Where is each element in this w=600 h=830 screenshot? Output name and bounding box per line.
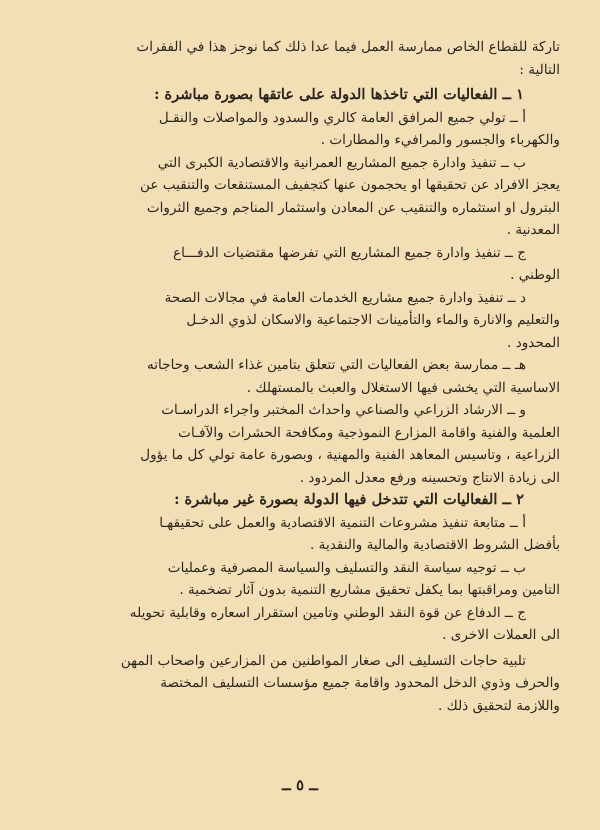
text-line: ب ــ تنفيذ وادارة جميع المشاريع العمرانية والاقتصادية الكبرى التي	[157, 154, 526, 171]
text-line: الاساسية التي يخشى فيها الاستغلال والعبث بالمستهلك .	[246, 379, 560, 396]
text-line: والكهرباء والجسور والمرافيء والمطارات .	[320, 132, 560, 148]
text-line: الى العملات الاخرى .	[442, 627, 560, 643]
section1-item-d	[40, 287, 560, 355]
text-line: أ ــ متابعة تنفيذ مشروعات التنمية الاقتصادية والعمل على تحقيقهـا	[159, 514, 526, 531]
section1-item-e	[40, 354, 560, 399]
text-line: د ــ تنفيذ وادارة جميع مشاريع الخدمات العامة في مجالات الصحة	[164, 289, 526, 306]
text-line: المحدود .	[507, 334, 560, 351]
text-line: الزراعية ، وتاسيس المعاهد الفنية والمهنية ، وبصورة عامة تولي كل ما يؤول	[140, 447, 560, 463]
text-line: الوطني .	[510, 267, 560, 283]
text-line: العلمية والفنية واقامة المزارع النموذجية ومكافحة الحشرات والآفـات	[178, 424, 560, 441]
text-line: الى زيادة الانتاج وتحسينه ورفع معدل المردود .	[299, 469, 560, 486]
text-line: ج ــ الدفاع عن قوة النقد الوطني وتامين استقرار اسعاره وقابلية تحويله	[129, 604, 526, 621]
document-body	[40, 36, 560, 717]
section1-item-f	[40, 399, 560, 489]
text-line: والحرف وذوي الدخل المحدود واقامة جميع مؤسسات التسليف المختصة	[160, 675, 560, 691]
section2-item-a	[40, 512, 560, 557]
text-line: تاركة للقطاع الخاص ممارسة العمل فيما عدا ذلك كما نوجز هذا في الفقرات	[136, 39, 560, 55]
text-line: ج ــ تنفيذ وادارة جميع المشاريع التي تفرضها مقتضيات الدفـــاع	[172, 244, 526, 261]
text-line: والتعليم والانارة والماء والتأمينات الاجتماعية والاسكان لذوي الدخـل	[186, 312, 560, 328]
section1-item-b	[40, 152, 560, 242]
text-line: تلبية حاجات التسليف الى صغار المواطنين من المزارعين واصحاب المهن	[120, 652, 526, 669]
section1-heading: ١ ــ الفعاليات التي تاخذها الدولة على عاتقها بصورة مباشرة :	[154, 86, 524, 103]
text-line: بأفضل الشروط الاقتصادية والمالية والنقدية .	[310, 537, 560, 553]
section2-item-c	[40, 602, 560, 647]
text-line: أ ــ تولي جميع المرافق العامة كالري والسدود والمواصلات والنقـل	[158, 109, 526, 126]
text-line: المعدنية .	[506, 222, 560, 238]
text-line: هـ ــ ممارسة بعض الفعاليات التي تتعلق بتامين غذاء الشعب وحاجاته	[146, 357, 526, 373]
section1-item-c	[40, 242, 560, 287]
closing-paragraph	[40, 650, 560, 718]
section2-item-b	[40, 557, 560, 602]
text-line: ب ــ توجيه سياسة النقد والتسليف والسياسة المصرفية وعمليات	[167, 559, 526, 576]
text-line: البترول او استثماره والتنقيب عن المعادن واستثمار المناجم وجميع الثروات	[146, 199, 560, 216]
section2-heading: ٢ ــ الفعاليات التي تتدخل فيها الدولة بصورة غير مباشرة :	[174, 491, 524, 508]
section1-item-a	[40, 107, 560, 152]
page-number: ــ ٥ ــ	[281, 776, 319, 794]
text-line: التالية :	[519, 61, 560, 78]
intro-paragraph	[40, 36, 560, 81]
text-line: و ــ الارشاد الزراعي والصناعي واحداث المختبر واجراء الدراسـات	[161, 402, 526, 418]
text-line: التامين ومراقبتها بما يكفل تحقيق مشاريع التنمية بدون آثار تضخمية .	[179, 582, 560, 598]
text-line: واللازمة لتحقيق ذلك .	[438, 697, 560, 714]
text-line: يعجز الافراد عن تحقيقها او يحجمون عنها كتجفيف المستنقعات والتنقيب عن	[140, 177, 560, 193]
